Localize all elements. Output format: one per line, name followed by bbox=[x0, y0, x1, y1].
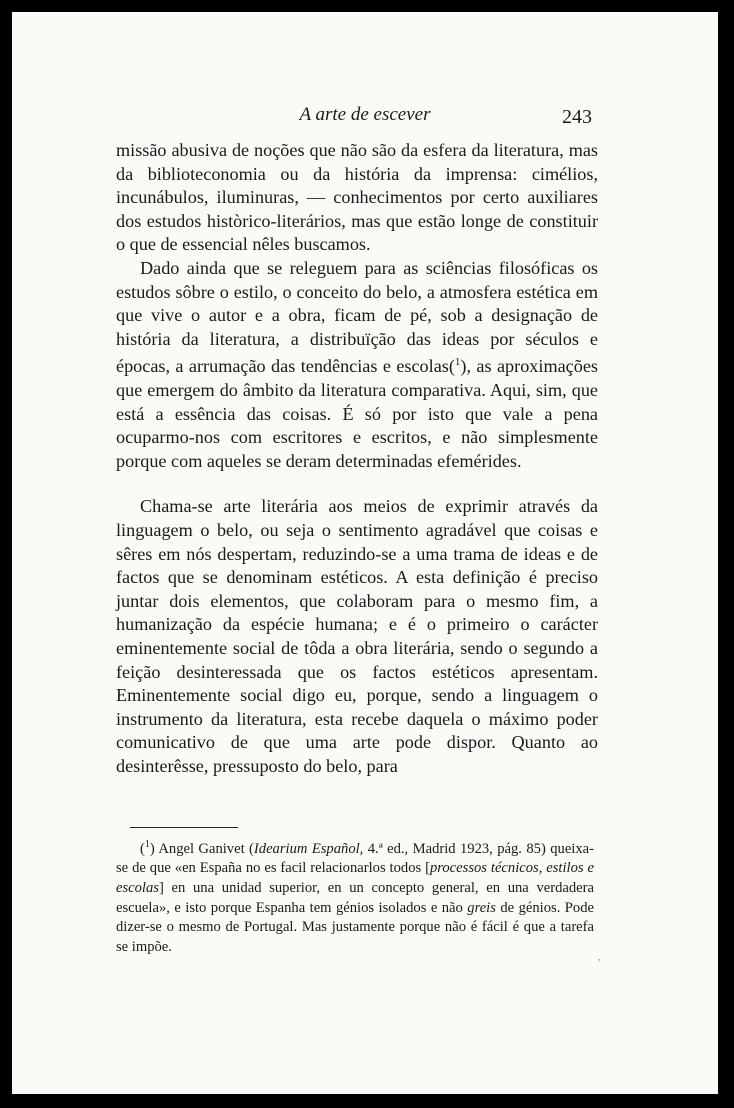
footnote-italic-phrase: processos técnicos, estilos e escolas bbox=[116, 860, 594, 897]
footnote-reference: 1 bbox=[454, 356, 461, 369]
scan-speck: , bbox=[598, 952, 601, 963]
paragraph-3: Chama-se arte literária aos meios de exprimir através da linguagem o belo, ou seja o sentimento agradável que coisas e sêres em nós despertam, reduzindo-se a uma trama de ideas e de factos que se denominam estéticos. A esta definição é preciso juntar dois elementos, que colaboram para o mesmo fim, a humanização da espécie humana; e é o primeiro o carácter eminentemente social de tôda a obra literária, sendo o segundo a feição desinteressada que os factos estéticos apresentam. Eminentemente social digo eu, porque, sendo a linguagem o instrumento da literatura, esta recebe daquela o máximo poder comunicativo de que uma arte pode dispor. Quanto ao desinterêsse, pressuposto do belo, para bbox=[116, 496, 598, 776]
paragraph-2-text-b: ), as aproximações que emergem do âmbito da literatura comparativa. Aqui, sim, que está a essência das coisas. É só por isto que vale a pena ocuparmo-nos com escritores e escritos, e não simplesmente porque com aqueles se deram determinadas efemérides. bbox=[116, 356, 598, 471]
paragraph-1: missão abusiva de noções que não são da esfera da literatura, mas da biblioteconomia ou da história da imprensa: cimélios, incunábulos, iluminuras, — conhecimentos por certo auxiliares dos estudos històrico-literários, mas que estão longe de constituir o que de essencial nêles buscamos. bbox=[116, 140, 598, 255]
footnote-marker-close: ) bbox=[149, 840, 155, 857]
footnote-text-2: 4.ª ed., Madrid 1923, pág. 85) queixa-se de que «en España no es facil relacionarlos todos [ bbox=[116, 840, 594, 877]
paragraph-2 bbox=[116, 257, 598, 473]
footnotes bbox=[116, 835, 594, 957]
paragraph-2-text-a: Dado ainda que se releguem para as sciências filosóficas os estudos sôbre o estilo, o conceito do belo, a atmosfera estética em que vive o autor e a obra, ficam de pé, sob a designação de história da literatura, a distribuïção das ideas por séculos e épocas, a arrumação das tendências e escolas( bbox=[116, 257, 598, 377]
footnote-marker-number: 1 bbox=[144, 839, 150, 850]
footnote-1 bbox=[116, 835, 594, 957]
running-title: A arte de escever bbox=[299, 104, 431, 125]
book-page bbox=[12, 12, 718, 1094]
body-text bbox=[116, 139, 598, 779]
footnote-text-4: de génios. Pode dizer-se o mesmo de Portugal. Mas justamente porque não é fácil é que a tarefa se impõe. bbox=[116, 899, 594, 955]
footnote-title: Idearium Español, bbox=[253, 840, 364, 857]
footnote-marker-open: ( bbox=[140, 840, 145, 857]
footnote-text-1: Angel Ganivet ( bbox=[154, 840, 254, 857]
footnote-text-3: ] en una unidad superior, en un concepto general, en una verdadera escuela», e isto porque Espanha tem génios isolados e não bbox=[116, 880, 594, 916]
footnote-italic-word: greis bbox=[467, 899, 496, 916]
footnote-divider bbox=[130, 827, 238, 828]
page-number: 243 bbox=[562, 106, 592, 128]
